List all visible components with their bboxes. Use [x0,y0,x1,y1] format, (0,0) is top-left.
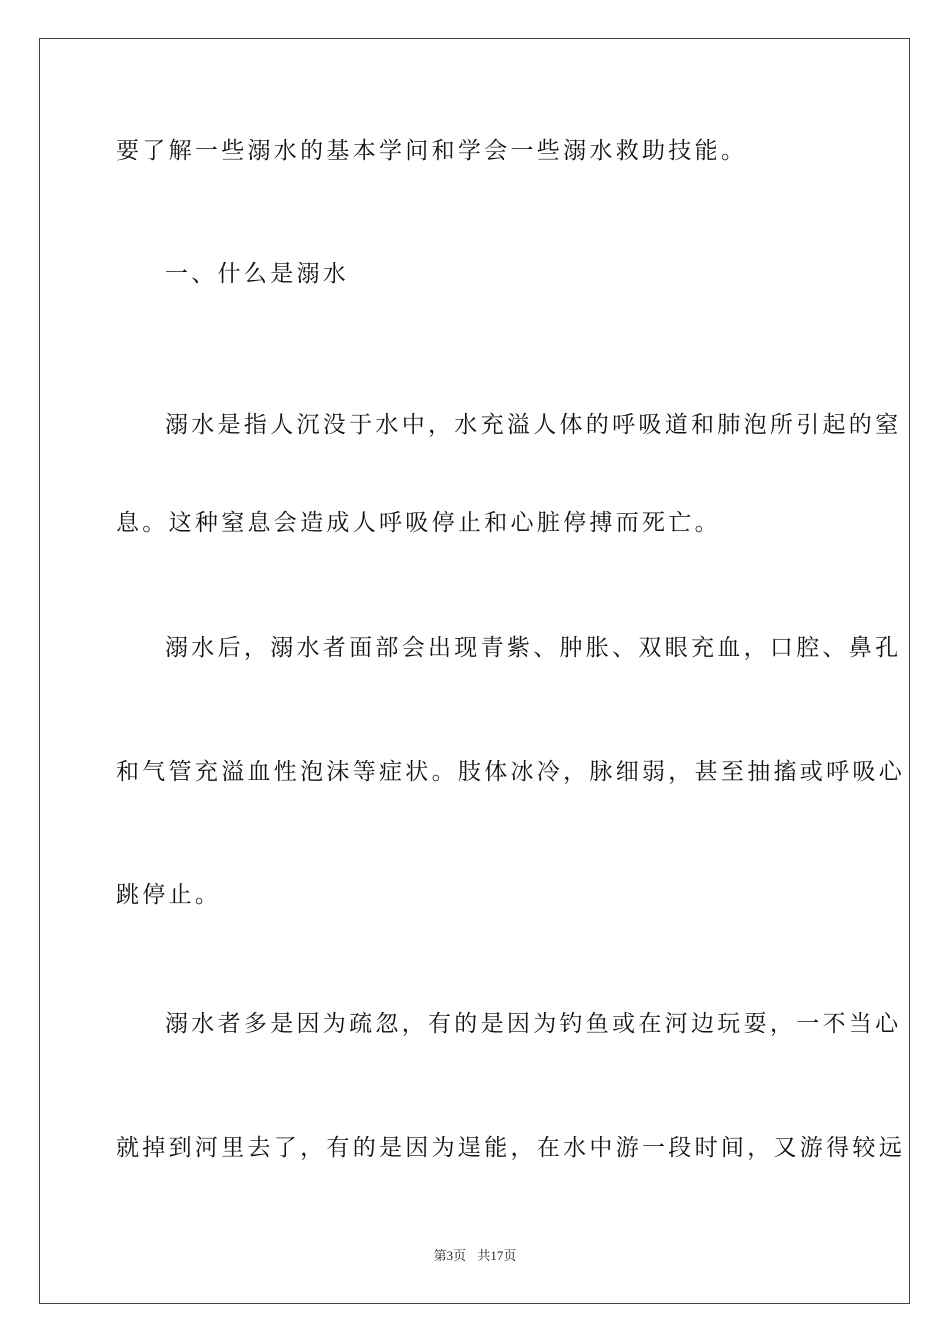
page-footer [0,1247,950,1265]
paragraph-line: 溺水后，溺水者面部会出现青紫、肿胀、双眼充血，口腔、鼻孔 [165,635,902,661]
paragraph-line: 溺水是指人沉没于水中，水充溢人体的呼吸道和肺泡所引起的窒 [165,412,902,438]
paragraph-line: 跳停止。 [116,882,222,908]
text-line: 要了解一些溺水的基本学问和学会一些溺水救助技能。 [116,138,748,164]
paragraph-line: 溺水者多是因为疏忽，有的是因为钓鱼或在河边玩耍，一不当心 [165,1011,902,1037]
page-total: 共17页 [477,1248,517,1263]
paragraph-line: 就掉到河里去了，有的是因为逞能，在水中游一段时间，又游得较远 [116,1135,905,1161]
page-number: 第3页 [433,1248,467,1263]
paragraph-line: 息。这种窒息会造成人呼吸停止和心脏停搏而死亡。 [116,510,721,536]
section-heading: 一、什么是溺水 [165,261,350,287]
page-border [39,38,910,1304]
paragraph-line: 和气管充溢血性泡沫等症状。肢体冰冷，脉细弱，甚至抽搐或呼吸心 [116,759,905,785]
